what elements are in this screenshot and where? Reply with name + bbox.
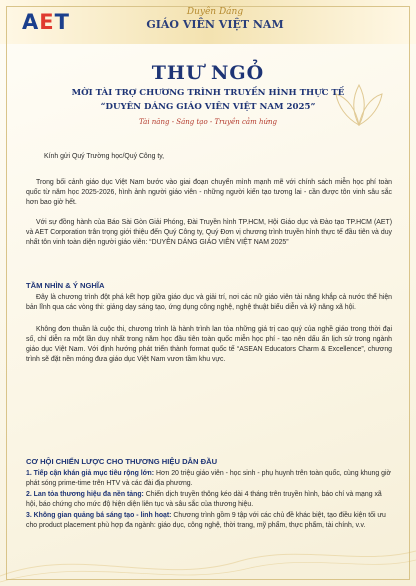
logo-text: AET	[22, 10, 70, 34]
opportunity-list	[26, 469, 392, 532]
list-item-text: Hơn 20 triệu giáo viên - học sinh - phụ huynh trên toàn quốc, cùng khung giờ phát sóng prime-time trên HTV và các đài địa phương.	[26, 470, 392, 487]
letter-tagline: Tài năng - Sáng tạo - Truyền cảm hứng	[139, 118, 277, 126]
aet-logo	[22, 8, 100, 36]
opportunity-section-title: CƠ HỘI CHIẾN LƯỢC CHO THƯƠNG HIỆU DẪN ĐẦU	[26, 457, 218, 466]
list-item	[26, 469, 392, 489]
brand-main: GIÁO VIÊN VIỆT NAM	[146, 18, 284, 31]
list-item-lead: 1. Tiếp cận khán giả mục tiêu rộng lớn:	[26, 470, 155, 477]
partners-paragraph: Với sự đồng hành của Báo Sài Gòn Giải Phóng, Đài Truyền hình TP.HCM, Hội Giáo dục và Đào tạo TP.HCM (AET) và AET Corporation trân trọng giới thiệu đến Quý Công ty, Quý Đơn vị chương trình truyền hình thực tế đầu tiên và duy nhất tôn vinh toàn diện người giáo viên: “DUYÊN DÁNG GIÁO VIÊN VIỆT NAM 2025”	[26, 219, 392, 246]
list-item-lead: 2. Lan tỏa thương hiệu đa nền tảng:	[26, 491, 144, 498]
letter-subtitle-line2: “DUYÊN DÁNG GIÁO VIÊN VIỆT NAM 2025”	[100, 102, 316, 112]
vision-paragraph-1: Đây là chương trình đột phá kết hợp giữa giáo dục và giải trí, nơi các nữ giáo viên tài năng khắp cả nước thể hiện bản lĩnh qua các vòng thi: giảng dạy sáng tạo, ứng dụng công nghệ, nghệ thuật biểu diễn và kỹ năng xã hội.	[26, 294, 392, 311]
program-brand	[120, 6, 310, 38]
brand-script: Duyên Dáng	[186, 7, 244, 17]
list-item-text: Chiến dịch truyền thông kéo dài 4 tháng trên truyền hình, báo chí và mạng xã hội, báo chứng cho mức độ hiện diện liên tục và sâu sắc của thương hiệu.	[26, 491, 382, 508]
list-item-lead: 3. Không gian quảng bá sáng tạo - linh hoạt:	[26, 512, 172, 519]
letter-title: THƯ NGỎ	[151, 62, 265, 84]
greeting: Kính gửi Quý Trường học/Quý Công ty,	[44, 153, 165, 160]
vision-section-title: TẦM NHÌN & Ý NGHĨA	[26, 281, 105, 290]
letter-subtitle-line1: MỜI TÀI TRỢ CHƯƠNG TRÌNH TRUYỀN HÌNH THỰC TẾ	[71, 88, 345, 98]
list-item-text: Chương trình gồm 9 tập với các chủ đề khác biệt, tạo điều kiện tối ưu cho product placement phù hợp đa ngành: giáo dục, công nghệ, thời trang, mỹ phẩm, thực phẩm, tài chính, v.v.	[26, 512, 386, 529]
intro-paragraph: Trong bối cảnh giáo dục Việt Nam bước vào giai đoạn chuyển mình mạnh mẽ với chính sách miễn học phí toàn quốc từ năm học 2025-2026, hình ảnh người giáo viên - những người kiến tạo tương lai - cần được tôn vinh sâu sắc hơn bao giờ hết.	[26, 179, 392, 206]
vision-paragraph-2: Không đơn thuần là cuộc thi, chương trình là hành trình lan tỏa những giá trị cao quý của nghề giáo trong thời đại số, chỉ diễn ra một lần duy nhất trong năm học đầu tiên toàn quốc miễn học phí - tạo nên dấu ấn lịch sử trong ngành giáo dục Việt Nam. Với định hướng phát triển thành format quốc tế “ASEAN Educators Charm & Excellence”, chương trình sẽ đặt nền móng đưa giáo dục Việt Nam vươn tầm khu vực.	[26, 326, 392, 363]
bottom-swirl-decoration-icon	[0, 526, 416, 586]
list-item	[26, 490, 392, 510]
